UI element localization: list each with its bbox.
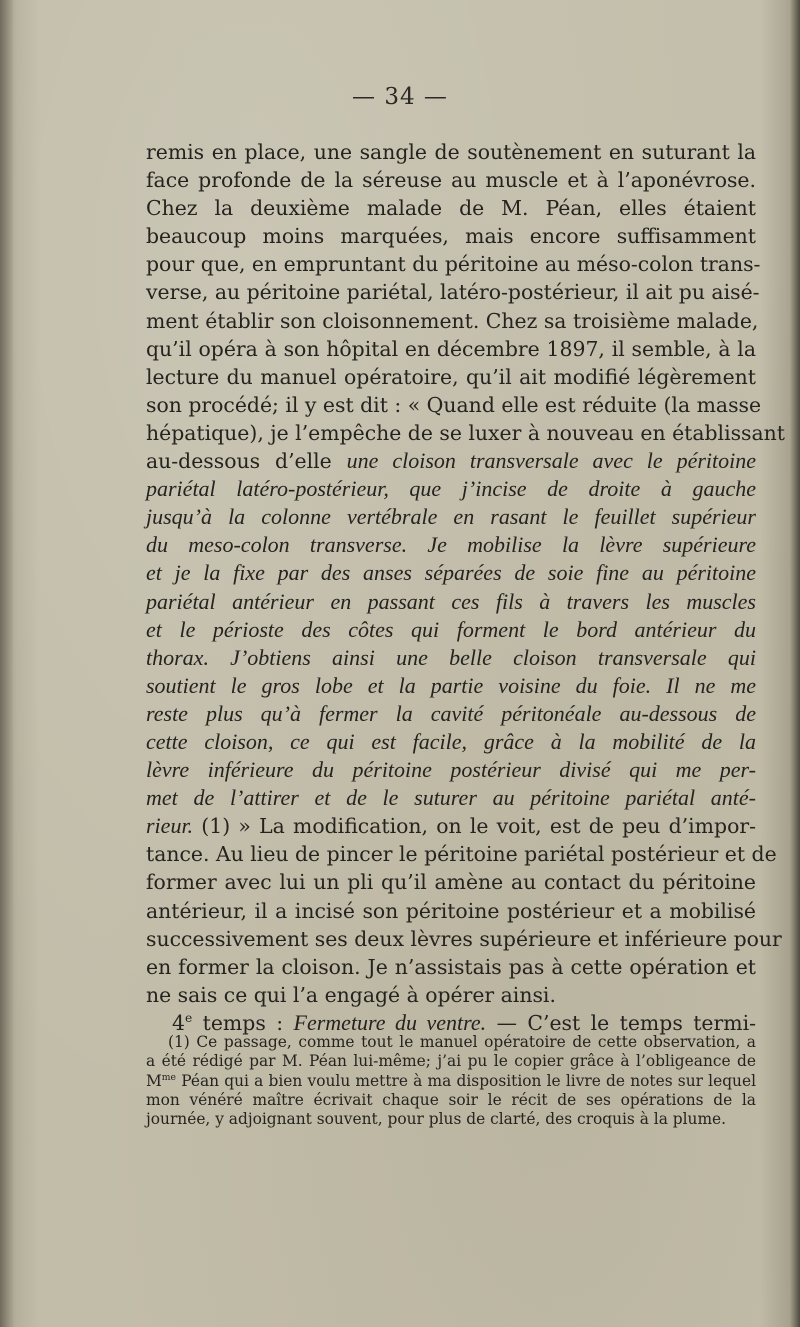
text-line (146, 447, 756, 475)
italic-text: une cloison transversale avec le péritoine (346, 448, 757, 474)
text-line (146, 222, 756, 250)
text-span: 4 (172, 1010, 185, 1035)
text-line (146, 644, 756, 672)
italic-text: pariétal antérieur en passant ces fils à travers les muscles (146, 588, 756, 614)
text-span: son procédé; il y est dit : « Quand elle est réduite (la masse (146, 392, 762, 417)
text-span: Péan qui a bien voulu mettre à ma disposition le livre de notes sur lequel (176, 1071, 756, 1090)
body-text (146, 138, 785, 1037)
text-line (146, 278, 760, 306)
text-line (146, 335, 756, 363)
text-span: successivement ses deux lèvres supérieure et inférieure pour (146, 926, 782, 951)
page-right-edge-shadow (790, 0, 800, 1327)
text-span: en former la cloison. Je n’assistais pas à cette opération et (146, 954, 756, 979)
text-span: (1) Ce passage, comme tout le manuel opératoire de cette observation, a (168, 1033, 756, 1051)
text-line (146, 756, 756, 784)
italic-text: soutient le gros lobe et la partie voisine du foie. Il ne me (146, 672, 756, 698)
text-span: hépatique), je l’empêche de se luxer à nouveau en établissant (146, 420, 785, 445)
text-span: face profonde de la séreuse au muscle et à l’aponévrose. (146, 168, 756, 193)
italic-text: Fermeture du ventre. (293, 1009, 487, 1035)
text-span: temps : (192, 1010, 294, 1035)
text-line (146, 840, 777, 868)
text-line (146, 897, 756, 925)
page-number: — 34 — (352, 84, 448, 110)
text-line (146, 194, 756, 222)
text-span: (1) » La modification, on le voit, est de peu d’impor- (193, 814, 756, 839)
text-span: antérieur, il a incisé son péritoine postérieur et a mobilisé (146, 898, 756, 923)
text-line (146, 1110, 756, 1129)
text-span: remis en place, une sangle de soutènement en suturant la (146, 140, 756, 164)
text-line (146, 728, 756, 756)
text-line (146, 1033, 756, 1052)
text-line (146, 307, 759, 335)
text-span: Chez la deuxième malade de M. Péan, elles étaient (146, 196, 756, 221)
text-span: au-dessous d’elle (146, 449, 347, 474)
text-line (146, 981, 756, 1009)
text-span: — C’est le temps termi- (486, 1010, 756, 1035)
text-line (146, 138, 756, 166)
text-line (146, 363, 756, 391)
italic-text: du meso-colon transverse. Je mobilise la lèvre supérieure (146, 532, 756, 558)
italic-text: lèvre inférieure du péritoine postérieur divisé qui me per- (146, 757, 756, 783)
footnote (146, 1033, 756, 1129)
italic-text: thorax. J’obtiens ainsi une belle cloison transversale qui (146, 644, 756, 670)
text-span: mon vénéré maître écrivait chaque soir le récit de ses opérations de la (146, 1090, 756, 1109)
page-left-edge-shadow (0, 0, 14, 1327)
text-line (146, 784, 756, 812)
text-line (146, 616, 756, 644)
superscript-text: me (161, 1071, 176, 1083)
text-span: ne sais ce qui l’a engagé à opérer ainsi. (146, 982, 556, 1007)
text-span: former avec lui un pli qu’il amène au contact du péritoine (146, 870, 756, 895)
italic-text: et le périoste des côtes qui forment le bord antérieur du (146, 616, 756, 642)
text-line (146, 391, 762, 419)
text-span: M (146, 1071, 162, 1090)
text-line (146, 953, 756, 981)
text-span: tance. Au lieu de pincer le péritoine pariétal postérieur et de (146, 842, 777, 867)
text-line (146, 1052, 756, 1071)
text-line (146, 503, 756, 531)
text-line (146, 475, 756, 503)
italic-text: pariétal latéro-postérieur, que j’incise de droite à gauche (146, 476, 756, 502)
text-line (146, 925, 782, 953)
text-line (146, 559, 756, 587)
italic-text: et je la fixe par des anses séparées de soie fine au péritoine (146, 560, 756, 586)
text-span: pour que, en empruntant du péritoine au méso-colon trans- (146, 252, 761, 277)
text-line (146, 868, 756, 896)
text-line (146, 531, 756, 559)
text-line (146, 166, 756, 194)
text-span: a été rédigé par M. Péan lui-même; j’ai pu le copier grâce à l’obligeance de (146, 1052, 756, 1071)
italic-text: jusqu’à la colonne vertébrale en rasant le feuillet supérieur (146, 504, 756, 530)
text-span: ment établir son cloisonnement. Chez sa troisième malade, (146, 308, 759, 333)
text-line (146, 812, 756, 840)
text-line (146, 700, 756, 728)
text-line (146, 250, 761, 278)
text-line (146, 1072, 756, 1091)
text-span: verse, au péritoine pariétal, latéro-postérieur, il ait pu aisé- (146, 280, 760, 305)
text-span: lecture du manuel opératoire, qu’il ait modifié légèrement (146, 364, 756, 389)
text-line (146, 588, 756, 616)
italic-text: cette cloison, ce qui est facile, grâce à la mobilité de la (146, 728, 756, 754)
text-span: journée, y adjoignant souvent, pour plus de clarté, des croquis à la plume. (146, 1110, 727, 1129)
text-span: beaucoup moins marquées, mais encore suffisamment (146, 224, 756, 249)
italic-text: met de l’attirer et de le suturer au péritoine pariétal anté- (146, 785, 756, 811)
italic-text: rieur. (146, 813, 194, 839)
text-line (146, 419, 785, 447)
italic-text: reste plus qu’à fermer la cavité péritonéale au-dessous de (146, 700, 756, 726)
superscript-text: e (184, 1011, 193, 1026)
text-line (146, 672, 756, 700)
text-span: qu’il opéra à son hôpital en décembre 1897, il semble, à la (146, 336, 756, 361)
text-line (146, 1091, 756, 1110)
